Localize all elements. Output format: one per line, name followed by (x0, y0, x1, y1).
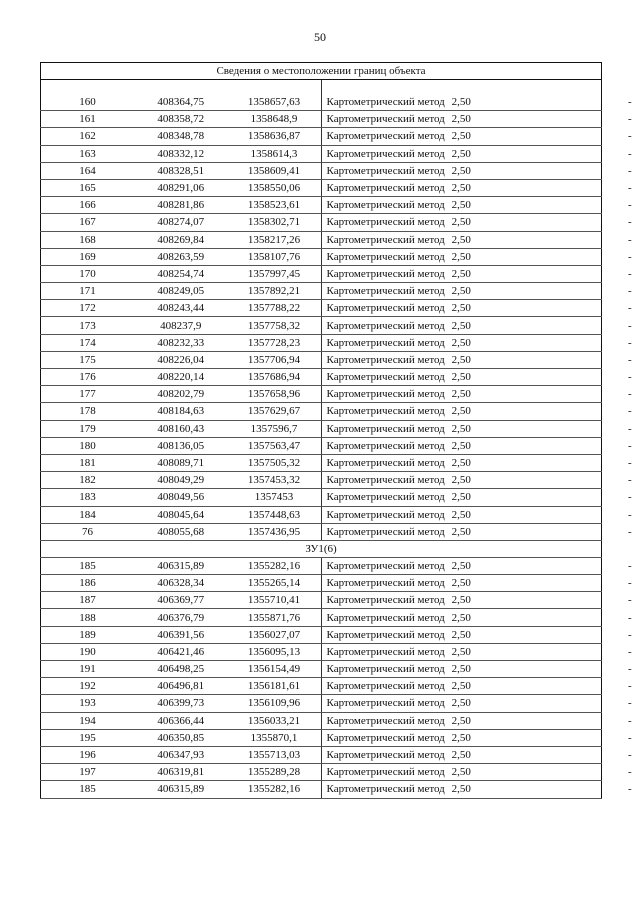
point-number-cell: 184 (41, 506, 135, 523)
coordinate-x-cell: 408232,33 (134, 334, 228, 351)
coordinate-y-cell: 1358636,87 (228, 128, 322, 145)
coordinate-y-cell: 1357892,21 (228, 283, 322, 300)
point-number-cell: 181 (41, 454, 135, 471)
accuracy-cell: 2,50 (415, 661, 509, 678)
determination-method-cell: Картометрический метод (321, 369, 415, 386)
coordinate-y-cell: 1358523,61 (228, 197, 322, 214)
determination-method-cell: Картометрический метод (321, 781, 415, 798)
determination-method-cell: Картометрический метод (321, 403, 415, 420)
coordinate-y-cell: 1357728,23 (228, 334, 322, 351)
coordinate-y-cell: 1357563,47 (228, 437, 322, 454)
accuracy-cell: 2,50 (415, 111, 509, 128)
table-row (41, 643, 602, 660)
table-row (41, 781, 602, 798)
coordinate-x-cell: 406376,79 (134, 609, 228, 626)
coordinate-y-cell: 1357436,95 (228, 523, 322, 540)
point-number-cell: 165 (41, 179, 135, 196)
point-number-cell: 191 (41, 661, 135, 678)
coordinate-y-cell: 1357997,45 (228, 265, 322, 282)
accuracy-cell: 2,50 (415, 128, 509, 145)
table-row (41, 506, 602, 523)
coordinate-x-cell: 408332,12 (134, 145, 228, 162)
point-number-cell: 183 (41, 489, 135, 506)
table-row (41, 557, 602, 574)
note-cell: - (508, 300, 602, 317)
point-number-cell: 171 (41, 283, 135, 300)
coordinate-y-cell: 1358217,26 (228, 231, 322, 248)
determination-method-cell: Картометрический метод (321, 764, 415, 781)
coordinate-y-cell: 1357505,32 (228, 454, 322, 471)
coordinate-x-cell: 406315,89 (134, 781, 228, 798)
coordinate-y-cell: 1357706,94 (228, 351, 322, 368)
coordinate-x-cell: 408364,75 (134, 94, 228, 111)
point-number-cell: 169 (41, 248, 135, 265)
table-row (41, 351, 602, 368)
accuracy-cell: 2,50 (415, 746, 509, 763)
coordinate-y-cell: 1355870,1 (228, 729, 322, 746)
determination-method-cell: Картометрический метод (321, 248, 415, 265)
accuracy-cell: 2,50 (415, 523, 509, 540)
coordinate-x-cell: 408089,71 (134, 454, 228, 471)
determination-method-cell: Картометрический метод (321, 489, 415, 506)
note-cell: - (508, 626, 602, 643)
note-cell: - (508, 162, 602, 179)
coordinate-y-cell: 1358648,9 (228, 111, 322, 128)
coordinate-x-cell: 406347,93 (134, 746, 228, 763)
accuracy-cell: 2,50 (415, 506, 509, 523)
point-number-cell: 187 (41, 592, 135, 609)
coordinate-x-cell: 408055,68 (134, 523, 228, 540)
determination-method-cell: Картометрический метод (321, 351, 415, 368)
coordinate-y-cell: 1358657,63 (228, 94, 322, 111)
coordinate-x-cell: 408263,59 (134, 248, 228, 265)
accuracy-cell: 2,50 (415, 643, 509, 660)
point-number-cell: 179 (41, 420, 135, 437)
coordinate-x-cell: 408237,9 (134, 317, 228, 334)
determination-method-cell: Картометрический метод (321, 179, 415, 196)
table-row (41, 386, 602, 403)
determination-method-cell: Картометрический метод (321, 94, 415, 111)
point-number-cell: 160 (41, 94, 135, 111)
coordinate-y-cell: 1356033,21 (228, 712, 322, 729)
determination-method-cell: Картометрический метод (321, 626, 415, 643)
accuracy-cell: 2,50 (415, 94, 509, 111)
accuracy-cell: 2,50 (415, 386, 509, 403)
table-row (41, 523, 602, 540)
note-cell: - (508, 472, 602, 489)
determination-method-cell: Картометрический метод (321, 162, 415, 179)
table-row (41, 472, 602, 489)
point-number-cell: 186 (41, 575, 135, 592)
accuracy-cell: 2,50 (415, 557, 509, 574)
note-cell: - (508, 609, 602, 626)
determination-method-cell: Картометрический метод (321, 111, 415, 128)
table-row (41, 437, 602, 454)
coordinate-y-cell: 1355871,76 (228, 609, 322, 626)
page-number: 50 (314, 30, 326, 44)
note-cell: - (508, 695, 602, 712)
point-number-cell: 196 (41, 746, 135, 763)
point-number-cell: 195 (41, 729, 135, 746)
table-row (41, 712, 602, 729)
note-cell: - (508, 94, 602, 111)
coordinate-x-cell: 408243,44 (134, 300, 228, 317)
coordinate-y-cell: 1358609,41 (228, 162, 322, 179)
accuracy-cell: 2,50 (415, 712, 509, 729)
accuracy-cell: 2,50 (415, 575, 509, 592)
coordinate-x-cell: 408049,29 (134, 472, 228, 489)
accuracy-cell: 2,50 (415, 592, 509, 609)
coordinate-y-cell: 1358107,76 (228, 248, 322, 265)
table-row (41, 592, 602, 609)
point-number-cell: 161 (41, 111, 135, 128)
table-row (41, 334, 602, 351)
note-cell: - (508, 420, 602, 437)
note-cell: - (508, 197, 602, 214)
note-cell: - (508, 145, 602, 162)
coordinate-y-cell: 1355282,16 (228, 557, 322, 574)
table-row (41, 420, 602, 437)
point-number-cell: 190 (41, 643, 135, 660)
point-number-cell: 193 (41, 695, 135, 712)
determination-method-cell: Картометрический метод (321, 712, 415, 729)
determination-method-cell: Картометрический метод (321, 283, 415, 300)
accuracy-cell: 2,50 (415, 489, 509, 506)
point-number-cell: 197 (41, 764, 135, 781)
accuracy-cell: 2,50 (415, 197, 509, 214)
coordinate-y-cell: 1356109,96 (228, 695, 322, 712)
table-row (41, 111, 602, 128)
point-number-cell: 194 (41, 712, 135, 729)
coordinate-y-cell: 1357453 (228, 489, 322, 506)
accuracy-cell: 2,50 (415, 764, 509, 781)
section-header-row (41, 540, 602, 557)
note-cell: - (508, 454, 602, 471)
point-number-cell: 192 (41, 678, 135, 695)
accuracy-cell: 2,50 (415, 626, 509, 643)
coordinate-y-cell: 1356181,61 (228, 678, 322, 695)
determination-method-cell: Картометрический метод (321, 454, 415, 471)
point-number-cell: 164 (41, 162, 135, 179)
accuracy-cell: 2,50 (415, 781, 509, 798)
coordinate-x-cell: 408202,79 (134, 386, 228, 403)
table-body (41, 63, 632, 799)
determination-method-cell: Картометрический метод (321, 386, 415, 403)
coordinate-x-cell: 406399,73 (134, 695, 228, 712)
note-cell: - (508, 746, 602, 763)
coordinate-y-cell: 1357788,22 (228, 300, 322, 317)
note-cell: - (508, 334, 602, 351)
table-row (41, 403, 602, 420)
table-row (41, 454, 602, 471)
coordinate-x-cell: 406328,34 (134, 575, 228, 592)
coordinate-x-cell: 406315,89 (134, 557, 228, 574)
accuracy-cell: 2,50 (415, 729, 509, 746)
coordinate-y-cell: 1356095,13 (228, 643, 322, 660)
determination-method-cell: Картометрический метод (321, 678, 415, 695)
note-cell: - (508, 729, 602, 746)
table-row (41, 94, 602, 111)
table-row (41, 746, 602, 763)
accuracy-cell: 2,50 (415, 420, 509, 437)
note-cell: - (508, 231, 602, 248)
accuracy-cell: 2,50 (415, 369, 509, 386)
coordinate-x-cell: 406496,81 (134, 678, 228, 695)
coordinate-x-cell: 408249,05 (134, 283, 228, 300)
coordinate-x-cell: 408045,64 (134, 506, 228, 523)
table-row (41, 145, 602, 162)
point-number-cell: 76 (41, 523, 135, 540)
determination-method-cell: Картометрический метод (321, 437, 415, 454)
note-cell: - (508, 283, 602, 300)
point-number-cell: 185 (41, 781, 135, 798)
accuracy-cell: 2,50 (415, 334, 509, 351)
table-row (41, 695, 602, 712)
accuracy-cell: 2,50 (415, 231, 509, 248)
coordinate-y-cell: 1355710,41 (228, 592, 322, 609)
accuracy-cell: 2,50 (415, 454, 509, 471)
coordinate-y-cell: 1357448,63 (228, 506, 322, 523)
accuracy-cell: 2,50 (415, 695, 509, 712)
accuracy-cell: 2,50 (415, 317, 509, 334)
coordinate-x-cell: 408358,72 (134, 111, 228, 128)
accuracy-cell: 2,50 (415, 214, 509, 231)
determination-method-cell: Картометрический метод (321, 661, 415, 678)
coordinate-y-cell: 1357453,32 (228, 472, 322, 489)
point-number-cell: 178 (41, 403, 135, 420)
note-cell: - (508, 523, 602, 540)
table-row (41, 283, 602, 300)
point-number-cell: 172 (41, 300, 135, 317)
coordinate-y-cell: 1357758,32 (228, 317, 322, 334)
determination-method-cell: Картометрический метод (321, 643, 415, 660)
note-cell: - (508, 351, 602, 368)
coordinate-x-cell: 408254,74 (134, 265, 228, 282)
point-number-cell: 185 (41, 557, 135, 574)
table-row (41, 162, 602, 179)
point-number-cell: 167 (41, 214, 135, 231)
accuracy-cell: 2,50 (415, 265, 509, 282)
table-row (41, 300, 602, 317)
coordinate-y-cell: 1355265,14 (228, 575, 322, 592)
coordinate-y-cell: 1356027,07 (228, 626, 322, 643)
table-row (41, 214, 602, 231)
coordinate-y-cell: 1355289,28 (228, 764, 322, 781)
determination-method-cell: Картометрический метод (321, 231, 415, 248)
determination-method-cell: Картометрический метод (321, 557, 415, 574)
coordinate-x-cell: 408348,78 (134, 128, 228, 145)
note-cell: - (508, 678, 602, 695)
determination-method-cell: Картометрический метод (321, 746, 415, 763)
point-number-cell: 174 (41, 334, 135, 351)
accuracy-cell: 2,50 (415, 437, 509, 454)
note-cell: - (508, 764, 602, 781)
point-number-cell: 166 (41, 197, 135, 214)
accuracy-cell: 2,50 (415, 179, 509, 196)
coordinate-y-cell: 1355282,16 (228, 781, 322, 798)
table-row (41, 231, 602, 248)
coordinate-y-cell: 1355713,03 (228, 746, 322, 763)
note-cell: - (508, 506, 602, 523)
point-number-cell: 176 (41, 369, 135, 386)
note-cell: - (508, 128, 602, 145)
coordinate-y-cell: 1357658,96 (228, 386, 322, 403)
coordinate-y-cell: 1358550,06 (228, 179, 322, 196)
accuracy-cell: 2,50 (415, 145, 509, 162)
note-cell: - (508, 592, 602, 609)
note-cell: - (508, 712, 602, 729)
coordinate-x-cell: 406319,81 (134, 764, 228, 781)
note-cell: - (508, 781, 602, 798)
table-row (41, 128, 602, 145)
accuracy-cell: 2,50 (415, 162, 509, 179)
table-row (41, 609, 602, 626)
coordinate-y-cell: 1357686,94 (228, 369, 322, 386)
accuracy-cell: 2,50 (415, 609, 509, 626)
coordinate-x-cell: 408220,14 (134, 369, 228, 386)
table-row (41, 197, 602, 214)
table-row (41, 265, 602, 282)
determination-method-cell: Картометрический метод (321, 300, 415, 317)
boundary-coordinates-table (40, 62, 632, 799)
determination-method-cell: Картометрический метод (321, 506, 415, 523)
determination-method-cell: Картометрический метод (321, 575, 415, 592)
determination-method-cell: Картометрический метод (321, 265, 415, 282)
note-cell: - (508, 643, 602, 660)
determination-method-cell: Картометрический метод (321, 695, 415, 712)
determination-method-cell: Картометрический метод (321, 197, 415, 214)
accuracy-cell: 2,50 (415, 351, 509, 368)
section-label: ЗУ1(6) (41, 540, 602, 557)
coordinate-x-cell: 406369,77 (134, 592, 228, 609)
table-row (41, 575, 602, 592)
accuracy-cell: 2,50 (415, 678, 509, 695)
note-cell: - (508, 575, 602, 592)
accuracy-cell: 2,50 (415, 472, 509, 489)
coordinate-x-cell: 408184,63 (134, 403, 228, 420)
point-number-cell: 173 (41, 317, 135, 334)
point-number-cell: 162 (41, 128, 135, 145)
table-row (41, 317, 602, 334)
determination-method-cell: Картометрический метод (321, 317, 415, 334)
determination-method-cell: Картометрический метод (321, 334, 415, 351)
table-title: Сведения о местоположении границ объекта (41, 63, 602, 80)
determination-method-cell: Картометрический метод (321, 145, 415, 162)
table-row (41, 179, 602, 196)
accuracy-cell: 2,50 (415, 283, 509, 300)
table-spacer-row (41, 80, 602, 95)
coordinate-x-cell: 408281,86 (134, 197, 228, 214)
note-cell: - (508, 179, 602, 196)
coordinate-x-cell: 408269,84 (134, 231, 228, 248)
determination-method-cell: Картометрический метод (321, 420, 415, 437)
determination-method-cell: Картометрический метод (321, 729, 415, 746)
table-row (41, 678, 602, 695)
table-row (41, 626, 602, 643)
note-cell: - (508, 265, 602, 282)
note-cell: - (508, 403, 602, 420)
coordinate-y-cell: 1358614,3 (228, 145, 322, 162)
table-title-row (41, 63, 602, 80)
note-cell: - (508, 437, 602, 454)
coordinate-y-cell: 1357629,67 (228, 403, 322, 420)
note-cell: - (508, 661, 602, 678)
coordinate-x-cell: 406498,25 (134, 661, 228, 678)
determination-method-cell: Картометрический метод (321, 609, 415, 626)
determination-method-cell: Картометрический метод (321, 592, 415, 609)
note-cell: - (508, 248, 602, 265)
note-cell: - (508, 557, 602, 574)
coordinate-x-cell: 408274,07 (134, 214, 228, 231)
table-row (41, 729, 602, 746)
note-cell: - (508, 317, 602, 334)
determination-method-cell: Картометрический метод (321, 472, 415, 489)
coordinate-y-cell: 1357596,7 (228, 420, 322, 437)
coordinate-x-cell: 406366,44 (134, 712, 228, 729)
coordinate-y-cell: 1356154,49 (228, 661, 322, 678)
coordinate-x-cell: 408049,56 (134, 489, 228, 506)
note-cell: - (508, 386, 602, 403)
point-number-cell: 180 (41, 437, 135, 454)
point-number-cell: 163 (41, 145, 135, 162)
point-number-cell: 182 (41, 472, 135, 489)
coordinate-x-cell: 406391,56 (134, 626, 228, 643)
coordinate-x-cell: 408160,43 (134, 420, 228, 437)
point-number-cell: 168 (41, 231, 135, 248)
note-cell: - (508, 369, 602, 386)
point-number-cell: 177 (41, 386, 135, 403)
note-cell: - (508, 111, 602, 128)
determination-method-cell: Картометрический метод (321, 128, 415, 145)
table-row (41, 369, 602, 386)
coordinate-x-cell: 408226,04 (134, 351, 228, 368)
coordinate-x-cell: 408328,51 (134, 162, 228, 179)
note-cell: - (508, 214, 602, 231)
point-number-cell: 188 (41, 609, 135, 626)
point-number-cell: 189 (41, 626, 135, 643)
table-row (41, 248, 602, 265)
table-row (41, 764, 602, 781)
note-cell: - (508, 489, 602, 506)
accuracy-cell: 2,50 (415, 248, 509, 265)
determination-method-cell: Картометрический метод (321, 214, 415, 231)
table-row (41, 489, 602, 506)
coordinate-x-cell: 408136,05 (134, 437, 228, 454)
point-number-cell: 170 (41, 265, 135, 282)
accuracy-cell: 2,50 (415, 300, 509, 317)
coordinate-x-cell: 408291,06 (134, 179, 228, 196)
coordinate-y-cell: 1358302,71 (228, 214, 322, 231)
point-number-cell: 175 (41, 351, 135, 368)
coordinate-x-cell: 406421,46 (134, 643, 228, 660)
determination-method-cell: Картометрический метод (321, 523, 415, 540)
coordinate-x-cell: 406350,85 (134, 729, 228, 746)
table-row (41, 661, 602, 678)
accuracy-cell: 2,50 (415, 403, 509, 420)
